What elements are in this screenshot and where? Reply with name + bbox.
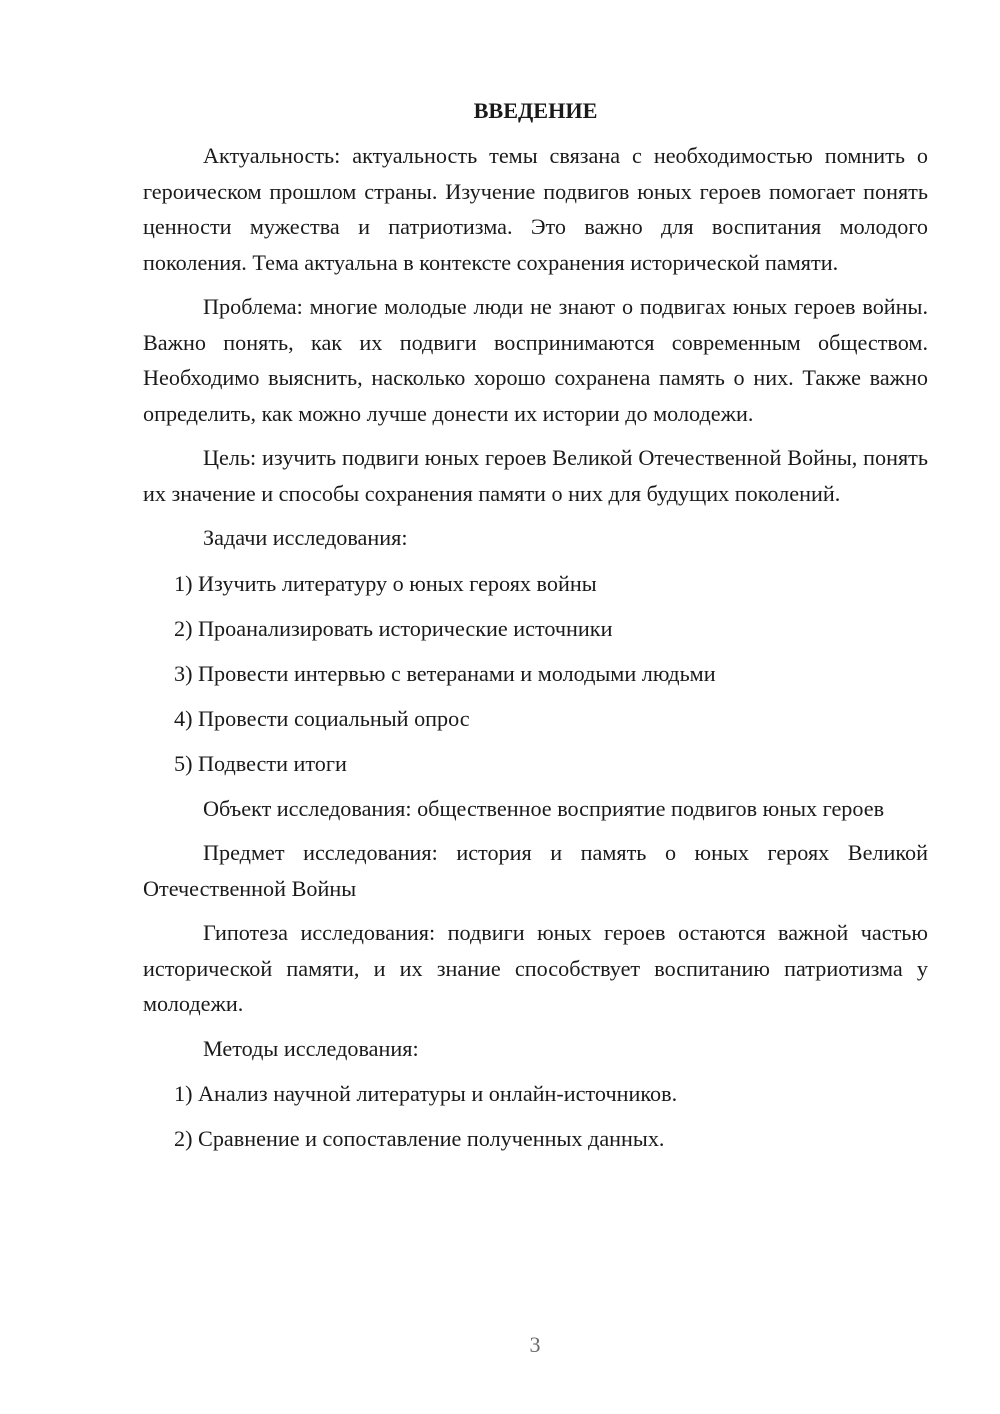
page-number: 3	[529, 1332, 541, 1357]
list-item: 4) Провести социальный опрос	[174, 705, 470, 731]
list-item: 3) Провести интервью с ветеранами и молодыми людьми	[174, 660, 716, 686]
problem-paragraph: Проблема: многие молодые люди не знают о подвигах юных героев войны. Важно понять, как их подвиги воспринимаются современным обществом. Необходимо выяснить, насколько хорошо сохранена память о них. Также важно определить, как можно лучше донести их истории до молодежи.	[143, 294, 928, 426]
goal-paragraph: Цель: изучить подвиги юных героев Великой Отечественной Войны, понять их значение и способы сохранения памяти о них для будущих поколений.	[143, 445, 928, 506]
document-page	[143, 96, 928, 1166]
object-paragraph: Объект исследования: общественное восприятие подвигов юных героев	[203, 795, 885, 821]
list-item: 2) Проанализировать исторические источники	[174, 615, 613, 641]
list-item: 1) Анализ научной литературы и онлайн-источников.	[174, 1081, 678, 1106]
subject-paragraph: Предмет исследования: история и память о юных героях Великой Отечественной Войны	[143, 840, 928, 901]
tasks-list	[143, 566, 928, 782]
methods-list	[143, 1076, 928, 1157]
relevance-paragraph: Актуальность: актуальность темы связана с необходимостью помнить о героическом прошлом страны. Изучение подвигов юных героев помогает понять ценности мужества и патриотизма. Это важно для воспитания молодого поколения. Тема актуальна в контексте сохранения исторической памяти.	[143, 143, 928, 275]
tasks-heading: Задачи исследования:	[203, 525, 408, 550]
methods-heading: Методы исследования:	[203, 1035, 419, 1061]
list-item: 1) Изучить литературу о юных героях войны	[174, 570, 597, 596]
list-item: 2) Сравнение и сопоставление полученных данных.	[174, 1126, 665, 1151]
hypothesis-paragraph: Гипотеза исследования: подвиги юных героев остаются важной частью исторической памяти, и их знание способствует воспитанию патриотизма у молодежи.	[143, 920, 928, 1016]
section-title: ВВЕДЕНИЕ	[473, 98, 598, 123]
list-item: 5) Подвести итоги	[174, 750, 347, 776]
